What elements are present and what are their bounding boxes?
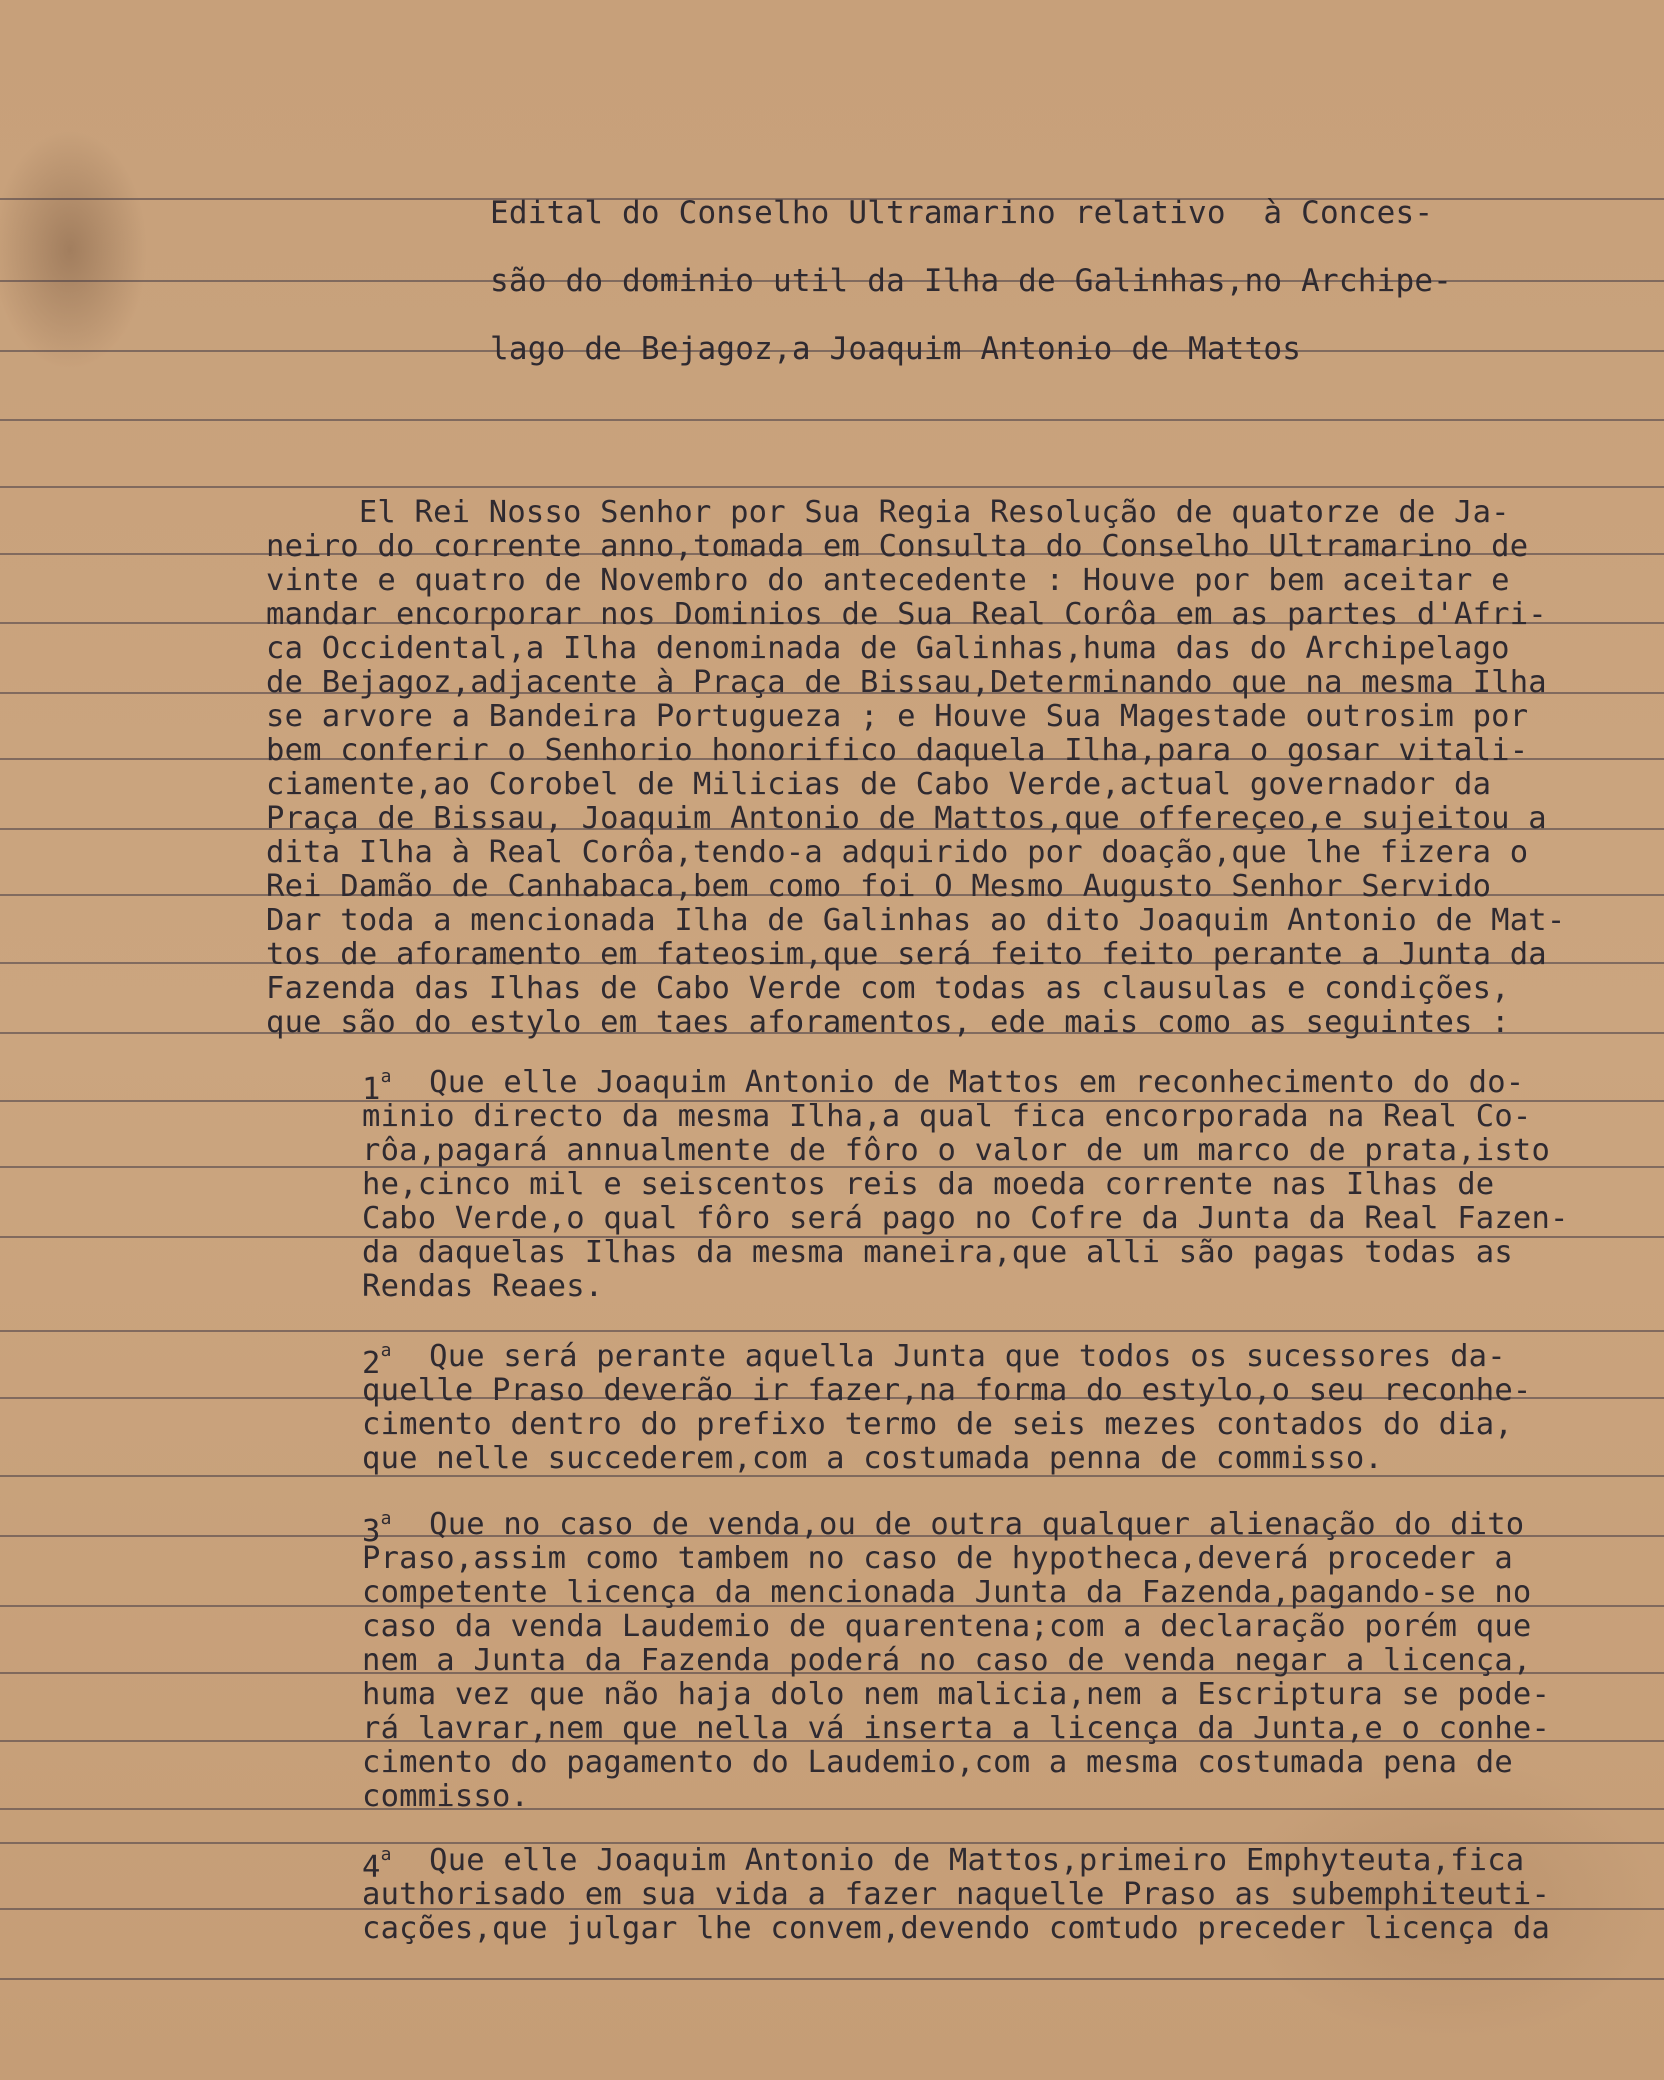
text-line: Praso,assim como tambem no caso de hypotheca,deverá proceder a bbox=[362, 1541, 1513, 1576]
text-line: Que elle Joaquim Antonio de Mattos,primeiro Emphyteuta,fica bbox=[392, 1843, 1525, 1878]
text-line: de Bejagoz,adjacente à Praça de Bissau,Determinando que na mesma Ilha bbox=[266, 665, 1547, 700]
text-line: mandar encorporar nos Dominios de Sua Real Corôa em as partes d'Afri- bbox=[266, 597, 1547, 632]
text-line: caso da venda Laudemio de quarentena;com a declaração porém que bbox=[362, 1609, 1532, 1644]
ruled-line bbox=[0, 1330, 1664, 1332]
text-line: cações,que julgar lhe convem,devendo comtudo preceder licença da bbox=[362, 1911, 1551, 1946]
text-line: tos de aforamento em fateosim,que será feito feito perante a Junta da bbox=[266, 937, 1547, 972]
text-line: Que será perante aquella Junta que todos os sucessores da- bbox=[392, 1339, 1506, 1374]
clause-number: 3$^a$ bbox=[362, 1508, 392, 1550]
text-line: Rei Damão de Canhabaca,bem como foi O Mesmo Augusto Senhor Servido bbox=[266, 869, 1492, 904]
text-line: Que elle Joaquim Antonio de Mattos em reconhecimento do do- bbox=[392, 1065, 1525, 1100]
text-line: vinte e quatro de Novembro do antecedente : Houve por bem aceitar e bbox=[266, 563, 1510, 598]
text-line: dita Ilha à Real Corôa,tendo-a adquirido por doação,que lhe fizera o bbox=[266, 835, 1529, 870]
title-line: Edital do Conselho Ultramarino relativo à Conces- bbox=[490, 195, 1434, 231]
text-line: da daquelas Ilhas da mesma maneira,que alli são pagas todas as bbox=[362, 1235, 1513, 1270]
text-line: rôa,pagará annualmente de fôro o valor de um marco de prata,isto bbox=[362, 1133, 1551, 1168]
title-line: lago de Bejagoz,a Joaquim Antonio de Mattos bbox=[490, 331, 1302, 367]
text-line: commisso. bbox=[362, 1779, 530, 1814]
text-line: cimento dentro do prefixo termo de seis mezes contados do dia, bbox=[362, 1407, 1513, 1442]
text-line: Cabo Verde,o qual fôro será pago no Cofre da Junta da Real Fazen- bbox=[362, 1201, 1569, 1236]
text-line: se arvore a Bandeira Portugueza ; e Houve Sua Magestade outrosim por bbox=[266, 699, 1529, 734]
text-line: huma vez que não haja dolo nem malicia,nem a Escriptura se pode- bbox=[362, 1677, 1551, 1712]
text-line: El Rei Nosso Senhor por Sua Regia Resolução de quatorze de Ja- bbox=[266, 495, 1510, 530]
text-line: Fazenda das Ilhas de Cabo Verde com todas as clausulas e condições, bbox=[266, 971, 1510, 1006]
text-line: que são do estylo em taes aforamentos, ede mais como as seguintes : bbox=[266, 1005, 1510, 1040]
text-line: Dar toda a mencionada Ilha de Galinhas ao dito Joaquim Antonio de Mat- bbox=[266, 903, 1566, 938]
text-line: ciamente,ao Corobel de Milicias de Cabo Verde,actual governador da bbox=[266, 767, 1492, 802]
text-line: quelle Praso deverão ir fazer,na forma do estylo,o seu reconhe- bbox=[362, 1373, 1532, 1408]
ruled-line bbox=[0, 1978, 1664, 1980]
text-line: que nelle succederem,com a costumada penna de commisso. bbox=[362, 1441, 1383, 1476]
text-line: authorisado em sua vida a fazer naquelle Praso as subemphiteuti- bbox=[362, 1877, 1551, 1912]
text-line: cimento do pagamento do Laudemio,com a mesma costumada pena de bbox=[362, 1745, 1513, 1780]
clause-number: 1$^a$ bbox=[362, 1066, 392, 1108]
text-line: rá lavrar,nem que nella vá inserta a licença da Junta,e o conhe- bbox=[362, 1711, 1551, 1746]
title-line: são do dominio util da Ilha de Galinhas,no Archipe- bbox=[490, 263, 1453, 299]
text-line: he,cinco mil e seiscentos reis da moeda corrente nas Ilhas de bbox=[362, 1167, 1495, 1202]
ruled-line bbox=[0, 486, 1664, 488]
ruled-line bbox=[0, 1808, 1664, 1810]
text-line: neiro do corrente anno,tomada em Consulta do Conselho Ultramarino de bbox=[266, 529, 1529, 564]
text-line: nem a Junta da Fazenda poderá no caso de venda negar a licença, bbox=[362, 1643, 1532, 1678]
ruled-line bbox=[0, 419, 1664, 421]
text-line: Que no caso de venda,ou de outra qualquer alienação do dito bbox=[392, 1507, 1525, 1542]
text-line: minio directo da mesma Ilha,a qual fica encorporada na Real Co- bbox=[362, 1099, 1532, 1134]
text-line: competente licença da mencionada Junta da Fazenda,pagando-se no bbox=[362, 1575, 1532, 1610]
clause-number: 2$^a$ bbox=[362, 1340, 392, 1382]
text-line: ca Occidental,a Ilha denominada de Galinhas,huma das do Archipelago bbox=[266, 631, 1510, 666]
text-line: Praça de Bissau, Joaquim Antonio de Mattos,que offereçeo,e sujeitou a bbox=[266, 801, 1547, 836]
text-line: bem conferir o Senhorio honorifico daquela Ilha,para o gosar vitali- bbox=[266, 733, 1529, 768]
text-line: Rendas Reaes. bbox=[362, 1269, 604, 1304]
clause-number: 4$^a$ bbox=[362, 1844, 392, 1886]
